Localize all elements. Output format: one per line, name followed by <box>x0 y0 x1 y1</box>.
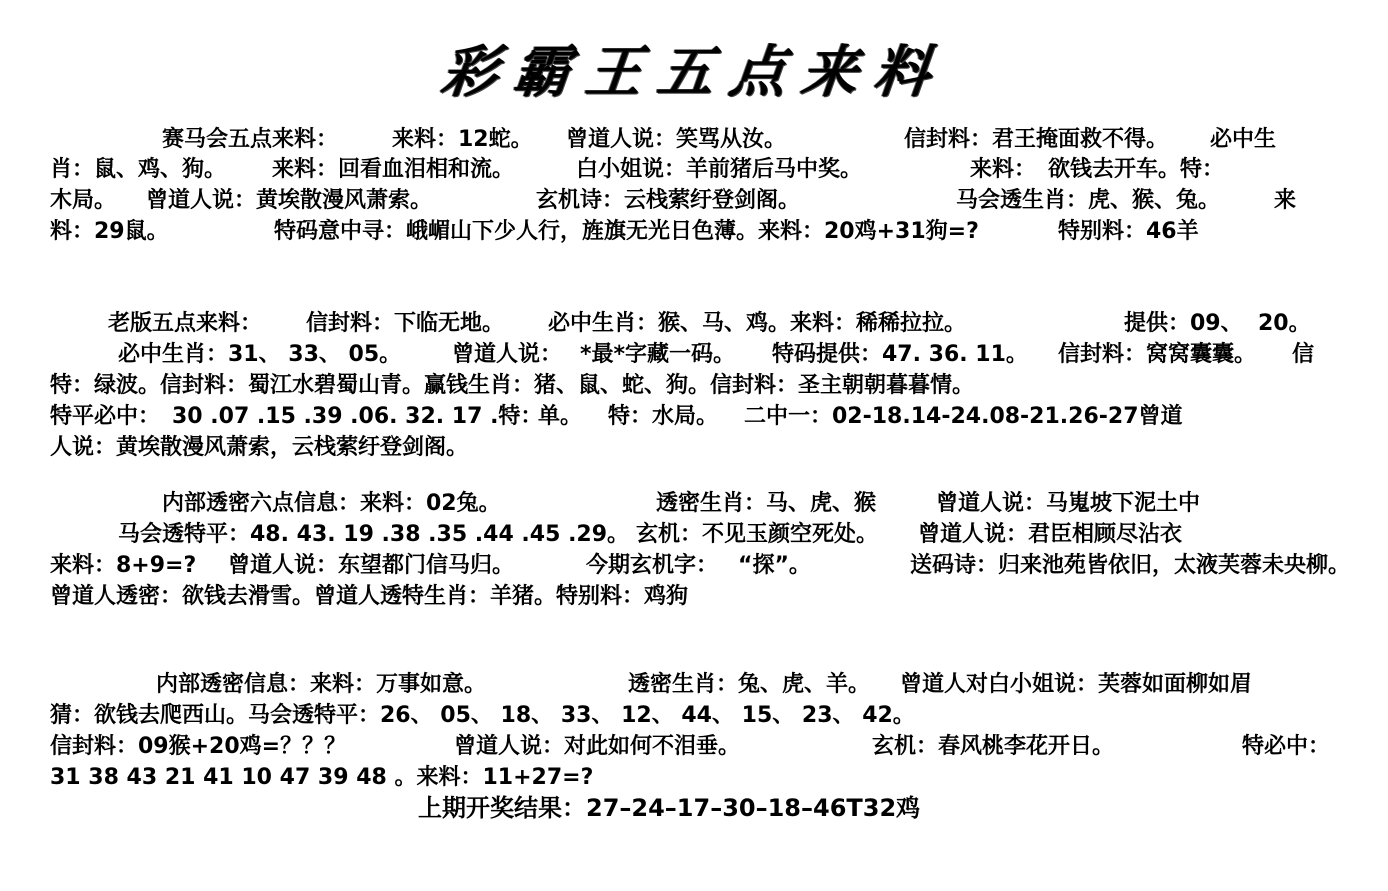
text-segment: 来料：12蛇。 <box>392 127 533 152</box>
text-segment: 信封料：09猴+20鸡=？？？ <box>50 734 347 759</box>
text-segment: *最*字藏一码。 <box>580 342 736 367</box>
text-segment: 来 <box>1274 188 1297 213</box>
text-line <box>0 488 1388 520</box>
text-segment: 二中一：02-18.14-24.08-21.26-27曾道 <box>744 404 1183 429</box>
text-segment: 单。 <box>538 404 583 429</box>
text-segment: 必中生肖：31、 33、 05。 <box>118 342 402 367</box>
text-segment: 玄机：不见玉颜空死处。 <box>636 522 879 547</box>
text-segment: 透密生肖：马、虎、猴 <box>656 491 877 516</box>
text-segment: 马会透生肖：虎、猴、兔。 <box>956 188 1221 213</box>
text-segment: 信封料：君王掩面救不得。 <box>904 127 1169 152</box>
text-segment: 送码诗：归来池苑皆依旧，太液芙蓉未央柳。 <box>910 553 1351 578</box>
text-segment: 20。 <box>1258 311 1311 336</box>
text-line <box>0 700 1388 732</box>
text-segment: 特码意中寻：峨嵋山下少人行，旌旗无光日色薄。来料：20鸡+31狗=? <box>274 219 979 244</box>
text-segment: 曾道人说：马嵬坡下泥土中 <box>936 491 1201 516</box>
text-segment: 内部透密信息：来料：万事如意。 <box>156 672 487 697</box>
text-segment: 曾道人透密：欲钱去滑雪。曾道人透特生肖：羊猪。特别料：鸡狗 <box>50 584 689 609</box>
page-title: 彩霸王五点来料 <box>438 39 950 105</box>
text-segment: 内部透密六点信息：来料：02兔。 <box>162 491 501 516</box>
text-segment: 信封料：窝窝囊囊。 <box>1058 342 1257 367</box>
text-segment: 欲钱去开车。特： <box>1048 157 1225 182</box>
text-segment: 特别料：46羊 <box>1058 219 1199 244</box>
text-segment: 曾道人说：对此如何不泪垂。 <box>454 734 741 759</box>
text-segment: 肖：鼠、鸡、狗。 <box>50 157 227 182</box>
footer-line <box>0 792 1388 824</box>
text-segment: 玄机诗：云栈萦纡登剑阁。 <box>536 188 801 213</box>
text-segment: 来料：8+9=? <box>50 553 197 578</box>
text-segment: 特：水局。 <box>608 404 719 429</box>
text-line <box>0 550 1388 582</box>
text-segment: 特必中： <box>1242 734 1331 759</box>
text-segment: 赛马会五点来料： <box>162 127 339 152</box>
text-segment: 曾道人说： <box>452 342 563 367</box>
text-segment: 白小姐说：羊前猪后马中奖。 <box>576 157 863 182</box>
text-segment: 提供：09、 <box>1124 311 1243 336</box>
text-segment: 曾道人说：东望都门信马归。 <box>228 553 515 578</box>
text-line <box>0 519 1388 551</box>
text-line <box>0 216 1388 248</box>
text-line <box>0 581 1388 613</box>
text-segment: 特码提供：47. 36. 11。 <box>772 342 1028 367</box>
text-segment: 特平必中： <box>50 404 161 429</box>
text-segment: 马会透特平：48. 43. 19 .38 .35 .44 .45 .29。 <box>118 522 630 547</box>
text-segment: 30 .07 .15 .39 .06. 32. 17 .特： <box>172 404 543 429</box>
text-segment: 31 38 43 21 41 10 47 39 48 。来料：11+27=? <box>50 765 594 790</box>
text-line <box>0 339 1388 371</box>
text-segment: 曾道人说：君臣相顾尽沾衣 <box>918 522 1183 547</box>
text-segment: 必中生 <box>1210 127 1277 152</box>
text-segment: 曾道人说：笑骂从汝。 <box>566 127 787 152</box>
text-segment: 木局。 <box>50 188 117 213</box>
text-segment: 曾道人对白小姐说：芙蓉如面柳如眉 <box>900 672 1253 697</box>
text-segment: 玄机：春风桃李花开日。 <box>872 734 1115 759</box>
text-line <box>0 185 1388 217</box>
text-line <box>0 154 1388 186</box>
text-segment: 来料： <box>970 157 1037 182</box>
text-line <box>0 124 1388 156</box>
text-line <box>0 370 1388 402</box>
text-segment: 曾道人说：黄埃散漫风萧索。 <box>146 188 433 213</box>
text-segment: 料：29鼠。 <box>50 219 169 244</box>
text-line <box>0 731 1388 763</box>
text-segment: 人说：黄埃散漫风萧索，云栈萦纡登剑阁。 <box>50 435 469 460</box>
text-segment: 猜：欲钱去爬西山。马会透特平：26、 05、 18、 33、 12、 44、 15、 23、 42。 <box>50 703 915 728</box>
text-segment: 今期玄机字： <box>586 553 719 578</box>
text-segment: 信 <box>1292 342 1315 367</box>
text-segment: “探”。 <box>738 553 811 578</box>
text-segment: 老版五点来料： <box>108 311 263 336</box>
last-draw-result: 上期开奖结果：27–24–17–30–18–46T32鸡 <box>418 794 921 822</box>
text-segment: 透密生肖：兔、虎、羊。 <box>628 672 871 697</box>
text-segment: 必中生肖：猴、马、鸡。来料：稀稀拉拉。 <box>548 311 967 336</box>
text-segment: 特：绿波。信封料：蜀江水碧蜀山青。赢钱生肖：猪、鼠、蛇、狗。信封料：圣主朝朝暮暮情。 <box>50 373 975 398</box>
text-segment: 来料：回看血泪相和流。 <box>272 157 515 182</box>
text-line <box>0 432 1388 464</box>
text-line <box>0 762 1388 794</box>
text-line <box>0 669 1388 701</box>
text-line <box>0 308 1388 340</box>
text-segment: 信封料：下临无地。 <box>306 311 505 336</box>
text-line <box>0 401 1388 433</box>
